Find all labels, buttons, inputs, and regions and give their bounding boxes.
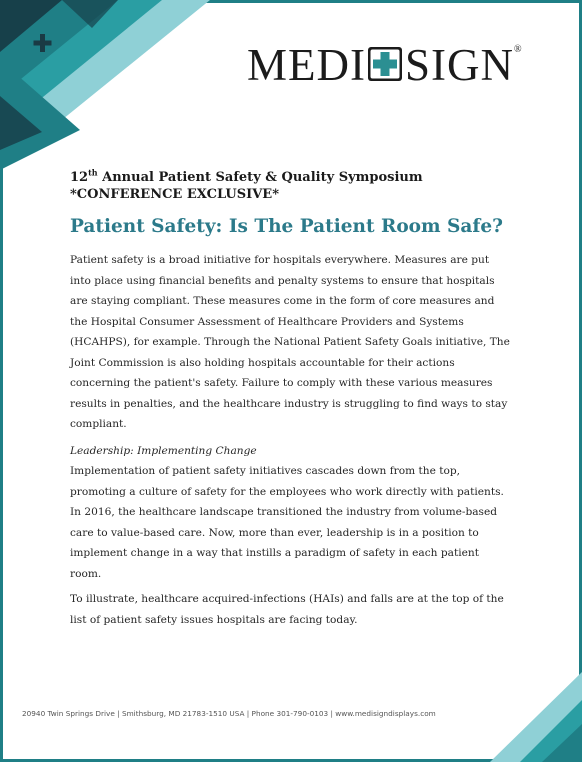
conference-number: 12 [70, 170, 89, 185]
conference-title-text: Annual Patient Safety & Quality Symposium [97, 170, 423, 185]
logo-text-medi: MEDI [247, 40, 366, 90]
article-subheading: Leadership: Implementing Change [70, 445, 257, 457]
conference-ordinal-suffix: th [88, 167, 98, 178]
conference-heading [70, 169, 510, 203]
article-paragraph-3: To illustrate, healthcare acquired-infections (HAIs) and falls are at the top of the list of patient safety issues hospitals are facing today. [70, 593, 504, 626]
medisign-logo [247, 40, 559, 90]
corner-decoration-top-left [0, 0, 210, 170]
registered-mark: ® [514, 44, 523, 55]
medical-cross-icon [368, 47, 402, 81]
article-paragraph-1: Patient safety is a broad initiative for hospitals everywhere. Measures are put into place using financial benefits and penalty systems to ensure that hospitals are staying compliant. These measures come in the form of core measures and the Hospital Consumer Assessment of Healthcare Providers and Systems (HCAHPS), for example. Through the National Patient Safety Goals initiative, The Joint Commission is also holding hospitals accountable for their actions concerning the patient's safety. Failure to comply with these various measures results in penalties, and the healthcare industry is struggling to find ways to stay compliant. [70, 254, 510, 430]
corner-decoration-bottom-right [490, 672, 582, 762]
conference-exclusive-tag: *CONFERENCE EXCLUSIVE* [70, 187, 280, 202]
article-headline: Patient Safety: Is The Patient Room Safe? [70, 216, 503, 237]
conference-title [70, 169, 510, 186]
logo-text-sign: SIGN [404, 40, 514, 90]
footer-contact: 20940 Twin Springs Drive | Smithsburg, MD 21783-1510 USA | Phone 301-790-0103 | www.medisigndisplays.com [22, 709, 436, 718]
article-paragraph-2: Implementation of patient safety initiatives cascades down from the top, promoting a culture of safety for the employees who work directly with patients. In 2016, the healthcare landscape transitioned the industry from volume-based care to value-based care. Now, more than ever, leadership is in a position to implement change in a way that instills a paradigm of safety in each patient room. [70, 465, 504, 580]
